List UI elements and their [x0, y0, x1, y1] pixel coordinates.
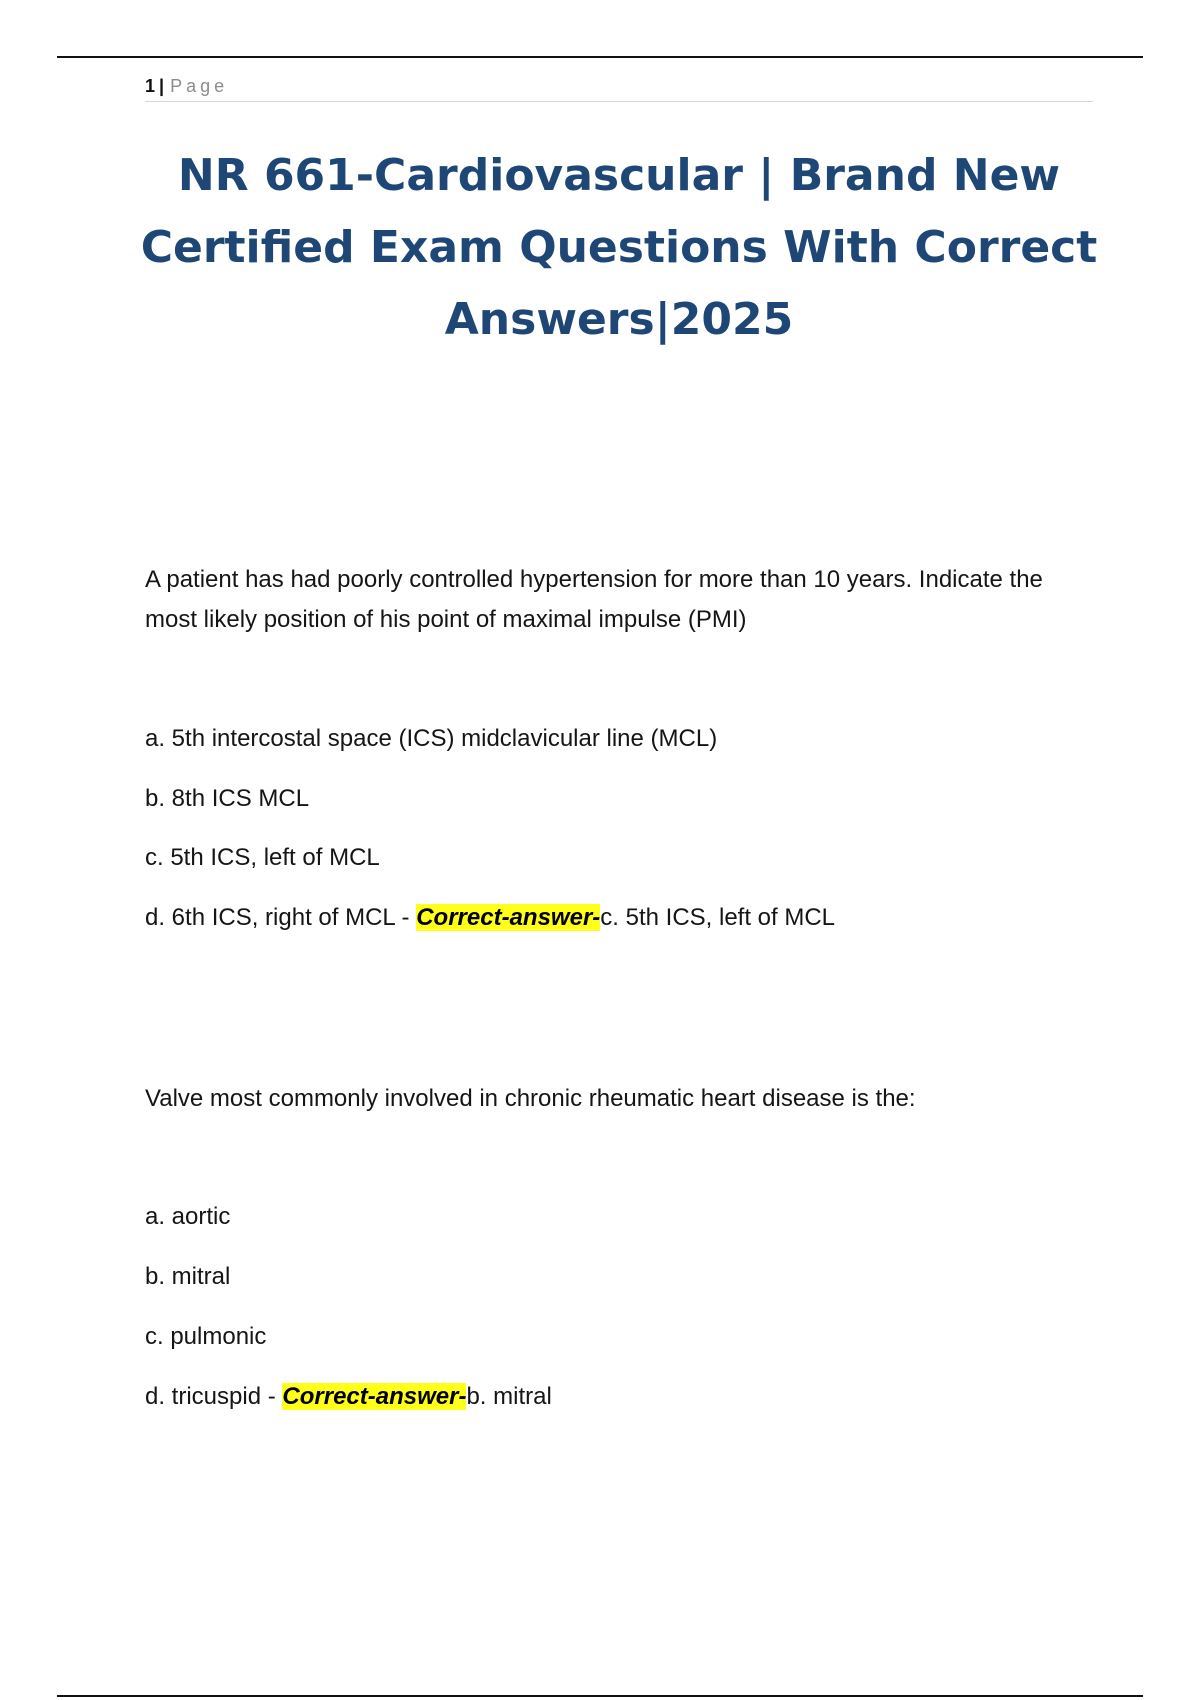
page-number: 1: [145, 76, 156, 96]
question-1-answer: c. 5th ICS, left of MCL: [600, 904, 836, 931]
question-1-option-d-text: d. 6th ICS, right of MCL -: [145, 904, 417, 931]
question-2-answer-label: Correct-answer-: [282, 1383, 467, 1410]
question-2-option-b: b. mitral: [145, 1263, 231, 1290]
question-2-option-a: a. aortic: [145, 1203, 231, 1230]
question-1-answer-label: Correct-answer-: [416, 904, 601, 931]
page-word: Page: [170, 76, 229, 96]
question-1-option-b: b. 8th ICS MCL: [145, 785, 310, 812]
question-2-answer: b. mitral: [466, 1383, 552, 1410]
question-1-option-d: [145, 901, 1095, 935]
question-1-stem: A patient has had poorly controlled hypertension for more than 10 years. Indicate the most likely position of his point of maximal impulse (PMI): [145, 566, 1043, 633]
question-2-option-d-text: d. tricuspid -: [145, 1383, 283, 1410]
page-top-rule: [57, 56, 1143, 58]
question-2-stem: Valve most commonly involved in chronic rheumatic heart disease is the:: [145, 1085, 916, 1112]
question-1-option-a: a. 5th intercostal space (ICS) midclavicular line (MCL): [145, 725, 718, 752]
page-header: [145, 73, 1093, 102]
document-title: NR 661-Cardiovascular | Brand New Certified Exam Questions With Correct Answers|2025: [140, 150, 1098, 345]
question-1-option-c: c. 5th ICS, left of MCL: [145, 844, 380, 871]
page-separator: |: [159, 76, 165, 96]
question-2-option-c: c. pulmonic: [145, 1323, 267, 1350]
question-2-option-d: [145, 1380, 1095, 1414]
page-bottom-rule: [57, 1695, 1143, 1697]
